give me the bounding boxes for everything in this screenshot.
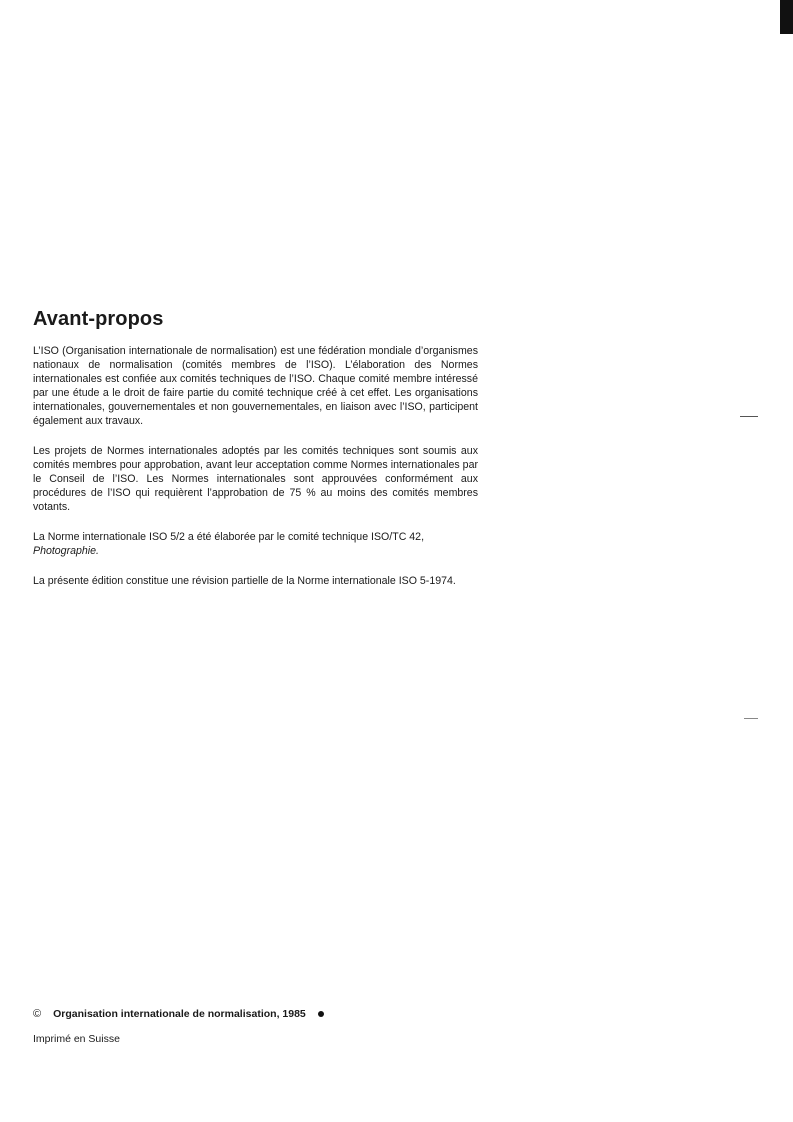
paragraph-4: La présente édition constitue une révision partielle de la Norme internationale ISO 5-1974.: [33, 574, 456, 587]
scan-speck: [740, 416, 758, 417]
printed-in: Imprimé en Suisse: [33, 1033, 120, 1045]
paragraph-1: L’ISO (Organisation internationale de normalisation) est une fédération mondiale d’organismes nationaux de normalisation (comités membres de l’ISO). L’élaboration des Normes internationales est confiée aux comités techniques de l’ISO. Chaque comité membre intéressé par une étude a le droit de faire partie du comité technique créé à cet effet. Les organisations internationales, gouvernementales et non gouvernementales, en liaison avec l’ISO, participent également aux travaux.: [33, 345, 478, 428]
paragraph-3-italic: Photographie.: [33, 545, 99, 558]
scan-corner-mark: [780, 0, 793, 34]
copyright-text: Organisation internationale de normalisation, 1985: [53, 1008, 306, 1020]
document-body: [33, 308, 478, 603]
page-footer: [33, 1008, 324, 1045]
scan-speck: [744, 718, 758, 719]
page-title: Avant-propos: [33, 308, 164, 330]
copyright-symbol: ©: [33, 1008, 42, 1020]
copyright-line: [33, 1008, 324, 1020]
bullet-icon: [318, 1011, 324, 1017]
paragraph-3-text: La Norme internationale ISO 5/2 a été élaborée par le comité technique ISO/TC 42,: [33, 531, 425, 544]
paragraph-3: [33, 530, 478, 558]
paragraph-2: Les projets de Normes internationales adoptés par les comités techniques sont soumis aux comités membres pour approbation, avant leur acceptation comme Normes internationales par le Conseil de l’ISO. Les Normes internationales sont approuvées conformément aux procédures de l’ISO qui requièrent l’approbation de 75 % au moins des comités membres votants.: [33, 445, 478, 514]
